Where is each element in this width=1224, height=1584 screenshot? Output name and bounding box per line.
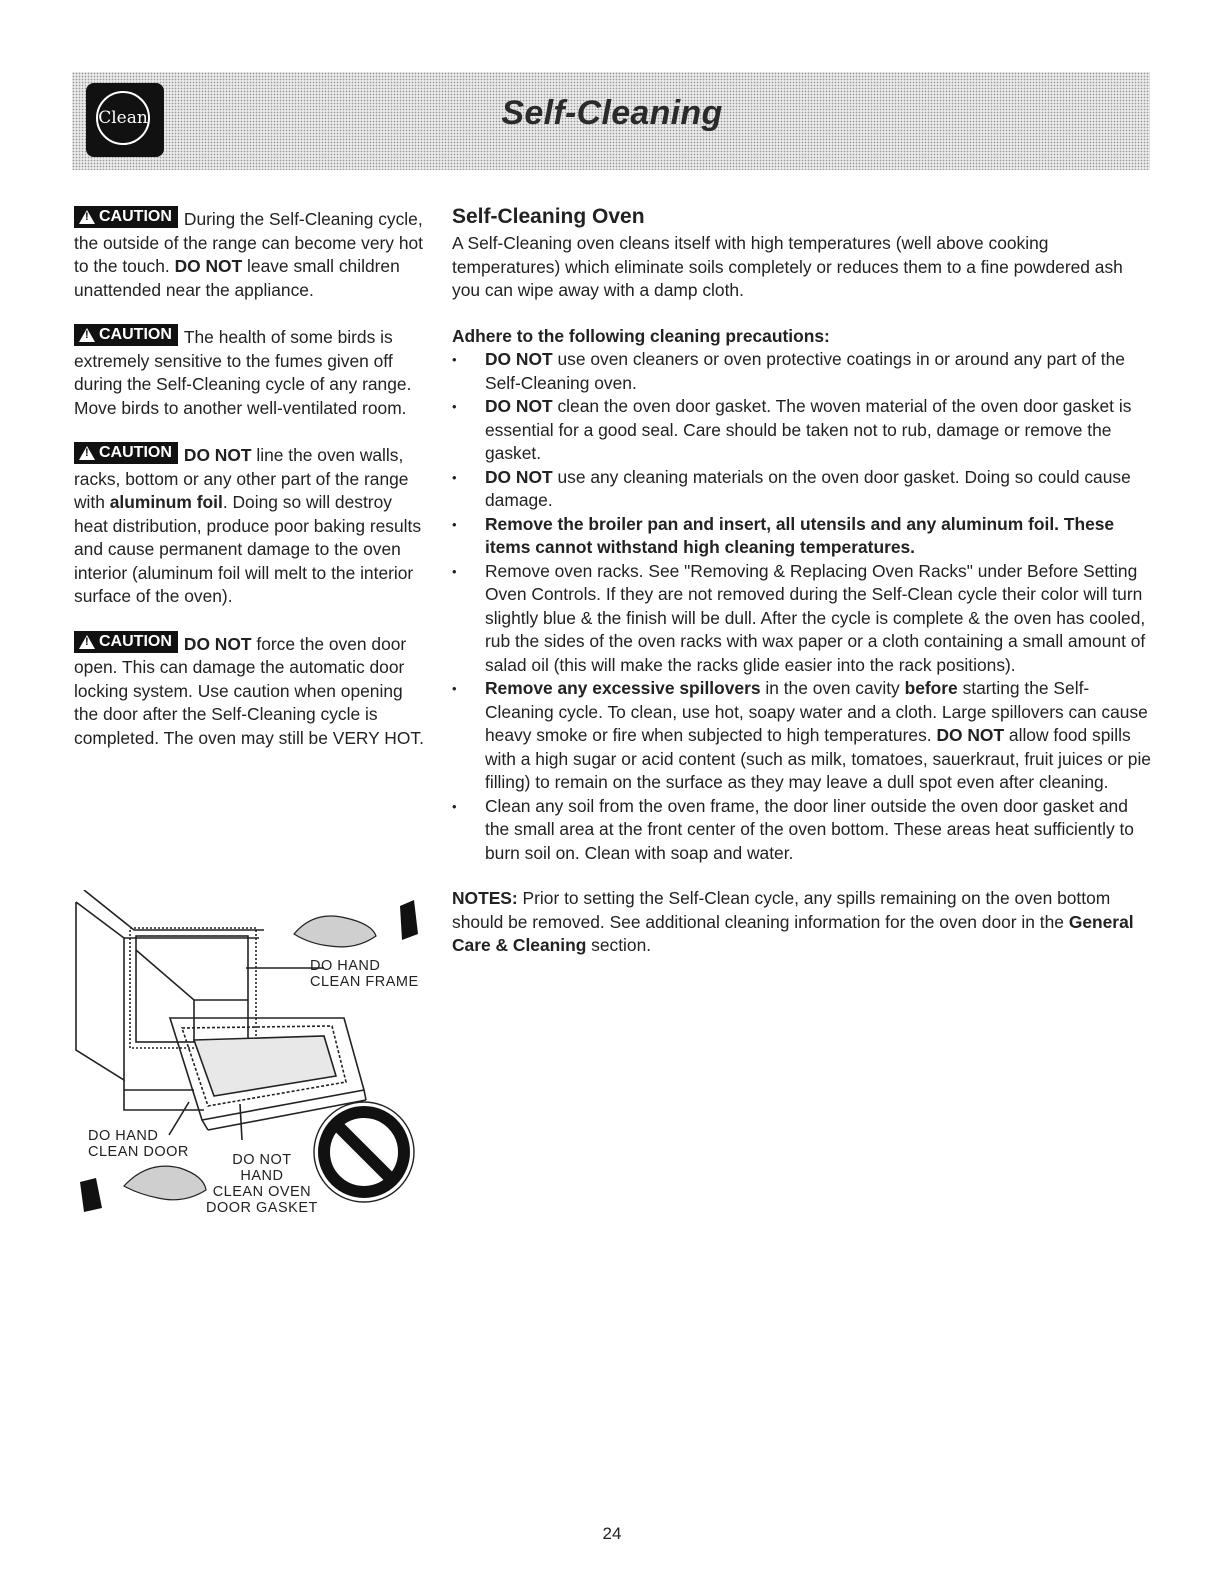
caution-3: ! CAUTION DO NOT line the oven walls, racks, bottom or any other part of the range with aluminum foil. Doing so will destroy heat distribution, produce poor baking results and cause permanent damage to the oven interior (aluminum foil will melt to the interior surface of the oven).	[74, 442, 426, 609]
notes-paragraph: NOTES: Prior to setting the Self-Clean cycle, any spills remaining on the oven bottom should be removed. See additional cleaning information for the oven door in the General Care & Cleaning section.	[452, 888, 1134, 955]
list-item: • DO NOT clean the oven door gasket. The woven material of the oven door gasket is essential for a good seal. Care should be taken not to rub, damage or remove the gasket.	[452, 395, 1152, 466]
warning-triangle-icon	[79, 635, 95, 649]
label-hand-clean-door: DO HAND CLEAN DOOR	[88, 1128, 189, 1160]
warning-triangle-icon	[79, 210, 95, 224]
list-item: • Remove oven racks. See "Removing & Replacing Oven Racks" under Before Setting Oven Controls. If they are not removed during the Self-Clean cycle their color will turn slightly blue & the finish will be dull. After the cycle is complete & the oven has cooled, rub the sides of the oven racks with wax paper or a cloth containing a small amount of salad oil (this will make the racks glide easier into the rack positions).	[452, 560, 1152, 678]
clean-badge-label: Clean	[96, 91, 150, 145]
caution-1: ! CAUTION During the Self-Cleaning cycle, the outside of the range can become very hot to the touch. DO NOT leave small children unattended near the appliance.	[74, 206, 426, 302]
intro-paragraph: A Self-Cleaning oven cleans itself with high temperatures (well above cooking temperatures) which eliminate soils completely or reduces them to a fine powdered ash you can wipe away with a damp cloth.	[452, 233, 1123, 300]
list-item: • Remove any excessive spillovers in the oven cavity before starting the Self-Cleaning cycle. To clean, use hot, soapy water and a cloth. Large spillovers can cause heavy smoke or fire when subjected to high temperatures. DO NOT allow food spills with a high sugar or acid content (such as milk, tomatoes, sauerkraut, fruit juices or pie filling) to remain on the surface as they may leave a dull spot even after cleaning.	[452, 677, 1152, 795]
caution-badge: ! CAUTION	[74, 631, 178, 653]
section-title: Self-Cleaning Oven	[452, 205, 645, 228]
page-number: 24	[602, 1524, 622, 1543]
label-hand-clean-frame: DO HAND CLEAN FRAME	[310, 958, 419, 990]
caution-badge: ! CAUTION	[74, 206, 178, 228]
caution-4: ! CAUTION DO NOT force the oven door open. This can damage the automatic door locking system. Use caution when opening the door after the Self-Cleaning cycle is completed. The oven may still be VERY HOT.	[74, 631, 426, 751]
warning-triangle-icon	[79, 446, 95, 460]
precautions-list	[452, 348, 1152, 865]
list-item: • Remove the broiler pan and insert, all utensils and any aluminum foil. These items cannot withstand high cleaning temperatures.	[452, 513, 1152, 560]
precautions-heading: Adhere to the following cleaning precautions:	[452, 325, 830, 346]
warning-triangle-icon	[79, 328, 95, 342]
caution-badge: ! CAUTION	[74, 324, 178, 346]
caution-2: ! CAUTION The health of some birds is extremely sensitive to the fumes given off during the Self-Cleaning cycle of any range. Move birds to another well-ventilated room.	[74, 324, 426, 420]
self-cleaning-section	[452, 204, 1152, 958]
list-item: • Clean any soil from the oven frame, the door liner outside the oven door gasket and the small area at the front center of the oven bottom. These areas heat sufficiently to burn soil on. Clean with soap and water.	[452, 795, 1152, 866]
caution-column	[74, 206, 426, 772]
list-item: • DO NOT use oven cleaners or oven protective coatings in or around any part of the Self-Cleaning oven.	[452, 348, 1152, 395]
list-item: • DO NOT use any cleaning materials on the oven door gasket. Doing so could cause damage.	[452, 466, 1152, 513]
page-title: Self-Cleaning	[501, 94, 723, 132]
oven-cleaning-illustration	[74, 890, 434, 1230]
caution-badge: ! CAUTION	[74, 442, 178, 464]
label-do-not-clean-gasket: DO NOT HAND CLEAN OVEN DOOR GASKET	[206, 1152, 318, 1216]
